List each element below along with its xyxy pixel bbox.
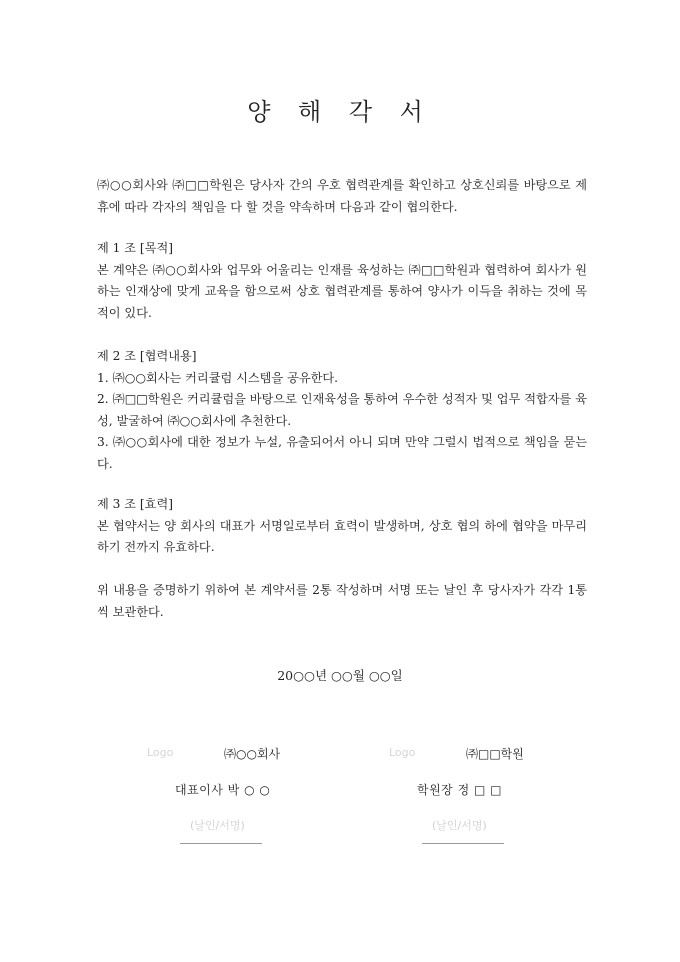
intro-text: ㈜○○회사와 ㈜□□학원은 당사자 간의 우호 협력관계를 확인하고 상호신뢰를 바탕으로 제휴에 따라 각자의 책임을 다 할 것을 약속하며 다음과 같이 협의한다. [97,178,587,214]
company-name: ㈜○○회사 [224,747,281,761]
article-2-heading: 제 2 조 [협력내용] [97,349,197,363]
article-1 [97,238,587,324]
article-3-heading: 제 3 조 [효력] [97,497,173,511]
academy-signature-line[interactable] [422,843,504,844]
document-title: 양 해 각 서 [247,98,433,126]
academy-seal-placeholder: (날인/서명) [432,819,487,832]
closing-text: 위 내용을 증명하기 위하여 본 계약서를 2통 작성하며 서명 또는 날인 후 당사자가 각각 1통씩 보관한다. [97,583,587,619]
article-2-item: 2. ㈜□□학원은 커리큘럼을 바탕으로 인재육성을 통하여 우수한 성적자 및 업무 적합자를 육성, 발굴하여 ㈜○○회사에 추천한다. [97,392,587,428]
contract-date: 20○○년 ○○월 ○○일 [277,668,403,683]
intro-paragraph [97,175,587,218]
company-logo-placeholder: Logo [147,746,174,759]
company-seal-placeholder: (날인/서명) [190,819,245,832]
academy-logo-placeholder: Logo [389,746,416,759]
article-3 [97,494,587,559]
academy-representative: 학원장 정 □ □ [417,783,502,797]
company-signature-line[interactable] [180,843,262,844]
article-2 [97,346,587,475]
article-1-text: 본 계약은 ㈜○○회사와 업무와 어울리는 인재를 육성하는 ㈜□□학원과 협력하여 회사가 원하는 인재상에 맞게 교육을 함으로써 상호 협력관계를 통하여 양사가 이득을 취하는 것에 목적이 있다. [97,262,587,320]
article-2-item: 1. ㈜○○회사는 커리큘럼 시스템을 공유한다. [97,370,339,385]
article-2-item: 3. ㈜○○회사에 대한 정보가 누설, 유출되어서 아니 되며 만약 그럴시 법적으로 책임을 묻는다. [97,435,587,471]
article-1-heading: 제 1 조 [목적] [97,241,173,255]
academy-name: ㈜□□학원 [466,747,524,761]
company-representative: 대표이사 박 ○ ○ [175,783,271,797]
article-3-text: 본 협약서는 양 회사의 대표가 서명일로부터 효력이 발생하며, 상호 협의 하에 협약을 마무리하기 전까지 유효하다. [97,518,587,554]
closing-paragraph [97,580,587,623]
